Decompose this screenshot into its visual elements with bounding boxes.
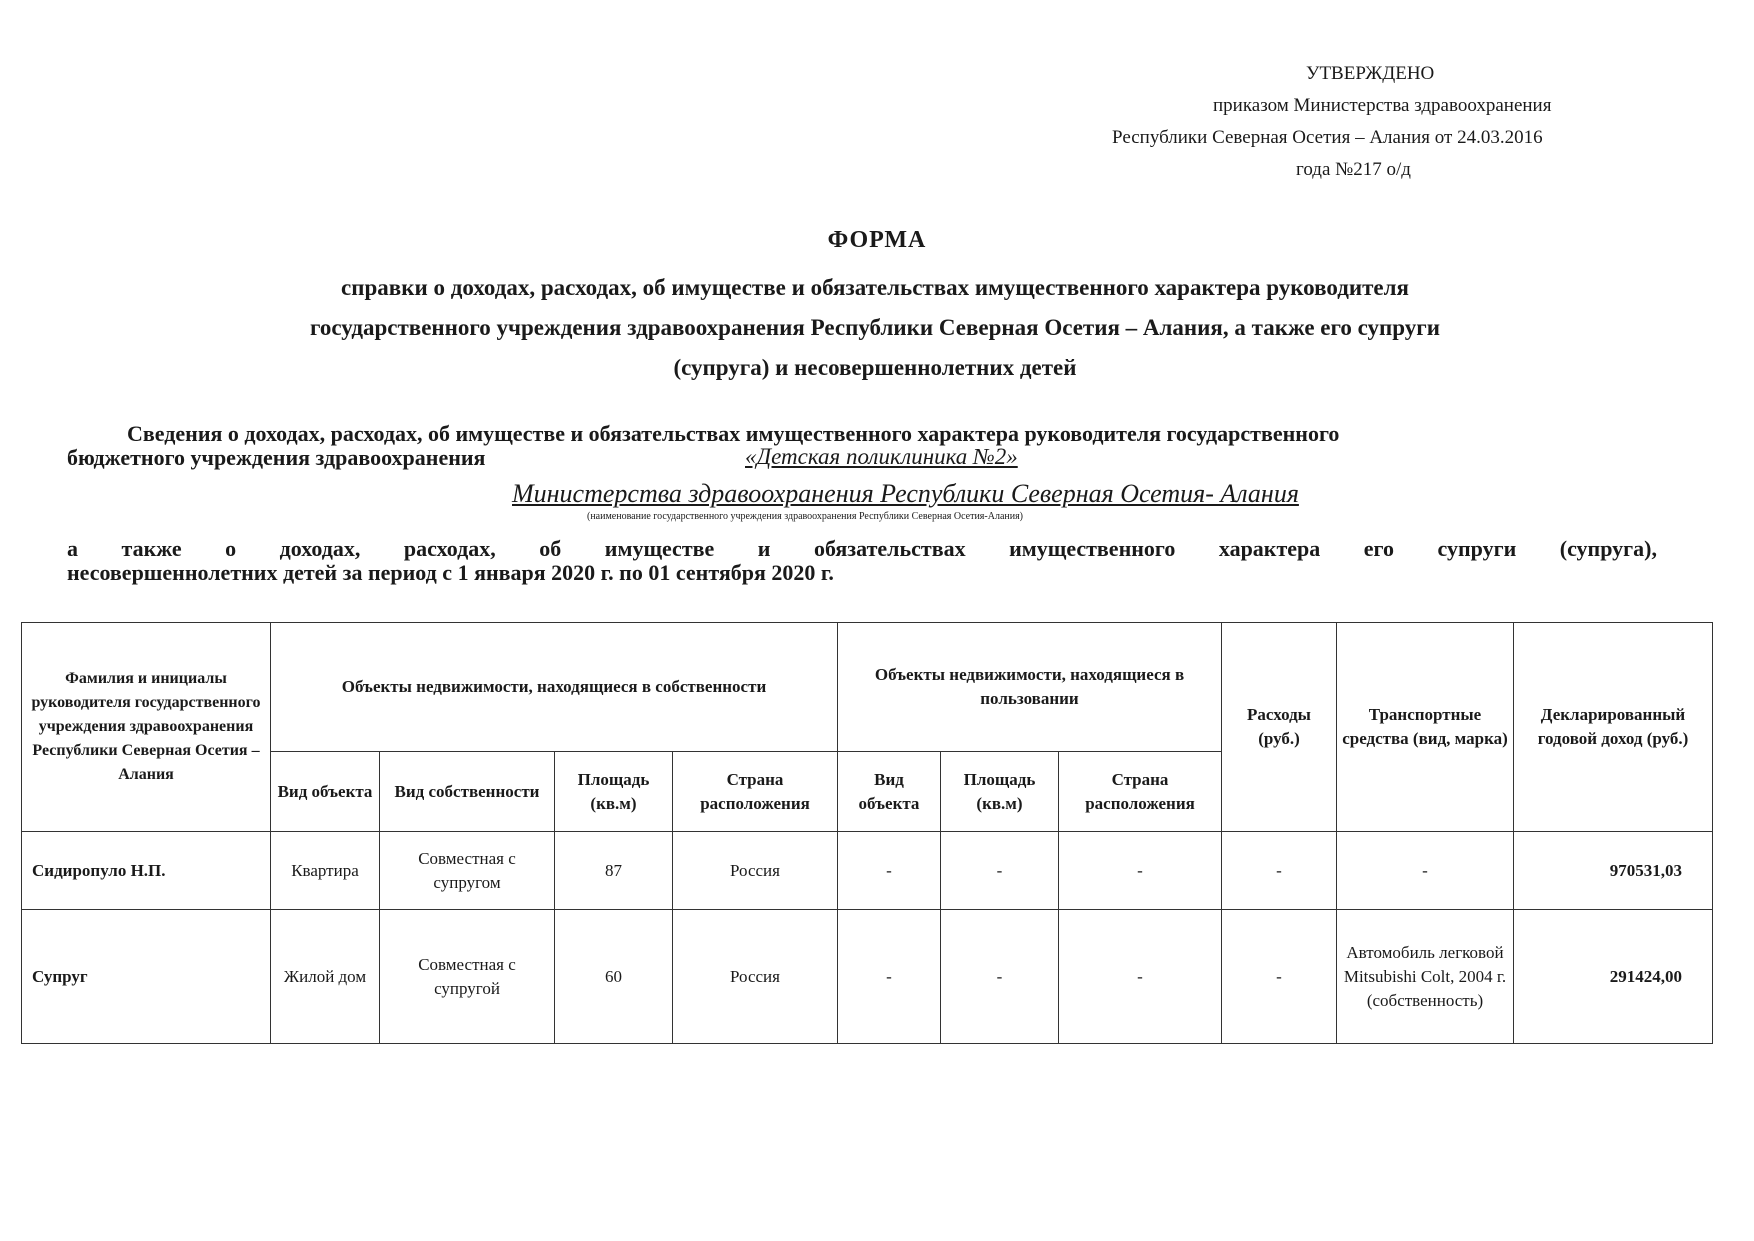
cell-owned-country: Россия xyxy=(673,832,838,910)
header-owned-ownership: Вид собственности xyxy=(380,752,555,832)
cell-used-country: - xyxy=(1059,910,1222,1044)
cell-name: Супруг xyxy=(22,910,271,1044)
period-paragraph xyxy=(67,537,1657,585)
cell-used-type: - xyxy=(838,832,941,910)
approval-block xyxy=(1080,58,1640,186)
organization-ministry: Министерства здравоохранения Республики Северная Осетия- Алания xyxy=(512,479,1299,508)
cell-income: 291424,00 xyxy=(1514,910,1713,1044)
header-expenses: Расходы (руб.) xyxy=(1222,623,1337,832)
header-owned-type: Вид объекта xyxy=(271,752,380,832)
form-subtitle-line-3: (супруга) и несовершеннолетних детей xyxy=(673,355,1077,380)
cell-owned-area: 87 xyxy=(555,832,673,910)
cell-owned-type: Жилой дом xyxy=(271,910,380,1044)
declaration-table xyxy=(21,622,1713,1044)
header-used-type: Вид объекта xyxy=(838,752,941,832)
info-line-1: Сведения о доходах, расходах, об имуществе и обязательствах имущественного характера руководителя государственного xyxy=(127,421,1340,446)
cell-used-type: - xyxy=(838,910,941,1044)
header-vehicles: Транспортные средства (вид, марка) xyxy=(1337,623,1514,832)
cell-vehicles: - xyxy=(1337,832,1514,910)
header-owned-group: Объекты недвижимости, находящиеся в собственности xyxy=(271,623,838,752)
cell-used-area: - xyxy=(941,832,1059,910)
header-income: Декларированный годовой доход (руб.) xyxy=(1514,623,1713,832)
form-subtitle-line-1: справки о доходах, расходах, об имуществе и обязательствах имущественного характера руководителя xyxy=(341,275,1409,300)
cell-owned-ownership: Совместная с супругой xyxy=(380,910,555,1044)
header-used-group: Объекты недвижимости, находящиеся в пользовании xyxy=(838,623,1222,752)
cell-owned-area: 60 xyxy=(555,910,673,1044)
cell-owned-type: Квартира xyxy=(271,832,380,910)
cell-expenses: - xyxy=(1222,910,1337,1044)
cell-owned-country: Россия xyxy=(673,910,838,1044)
table-row xyxy=(22,832,1713,910)
approval-line-2: приказом Министерства здравоохранения xyxy=(1213,95,1552,116)
period-line-1: а также о доходах, расходах, об имуществе и обязательствах имущественного характера его супруги (супруга), xyxy=(67,536,1657,561)
info-line-2: бюджетного учреждения здравоохранения xyxy=(67,445,486,470)
header-used-area: Площадь (кв.м) xyxy=(941,752,1059,832)
organization-caption: (наименование государственного учреждения здравоохранения Республики Северная Осетия-Алания) xyxy=(587,511,1024,522)
header-owned-country: Страна расположения xyxy=(673,752,838,832)
cell-used-area: - xyxy=(941,910,1059,1044)
form-subtitle xyxy=(110,268,1640,388)
cell-used-country: - xyxy=(1059,832,1222,910)
header-name: Фамилия и инициалы руководителя государственного учреждения здравоохранения Республики Северная Осетия – Алания xyxy=(22,623,271,832)
cell-vehicles: Автомобиль легковой Mitsubishi Colt, 2004 г. (собственность) xyxy=(1337,910,1514,1044)
approval-line-4: года №217 о/д xyxy=(1296,159,1411,180)
cell-expenses: - xyxy=(1222,832,1337,910)
cell-name: Сидиропуло Н.П. xyxy=(22,832,271,910)
form-title: ФОРМА xyxy=(827,227,927,253)
period-line-2: несовершеннолетних детей за период с 1 января 2020 г. по 01 сентября 2020 г. xyxy=(67,560,834,585)
approval-line-3: Республики Северная Осетия – Алания от 24.03.2016 xyxy=(1112,127,1543,148)
approval-line-1: УТВЕРЖДЕНО xyxy=(1306,63,1435,84)
table-row xyxy=(22,910,1713,1044)
header-used-country: Страна расположения xyxy=(1059,752,1222,832)
cell-income: 970531,03 xyxy=(1514,832,1713,910)
header-owned-area: Площадь (кв.м) xyxy=(555,752,673,832)
form-subtitle-line-2: государственного учреждения здравоохранения Республики Северная Осетия – Алания, а также его супруги xyxy=(310,315,1440,340)
organization-name: «Детская поликлиника №2» xyxy=(745,444,1018,469)
cell-owned-ownership: Совместная с супругом xyxy=(380,832,555,910)
